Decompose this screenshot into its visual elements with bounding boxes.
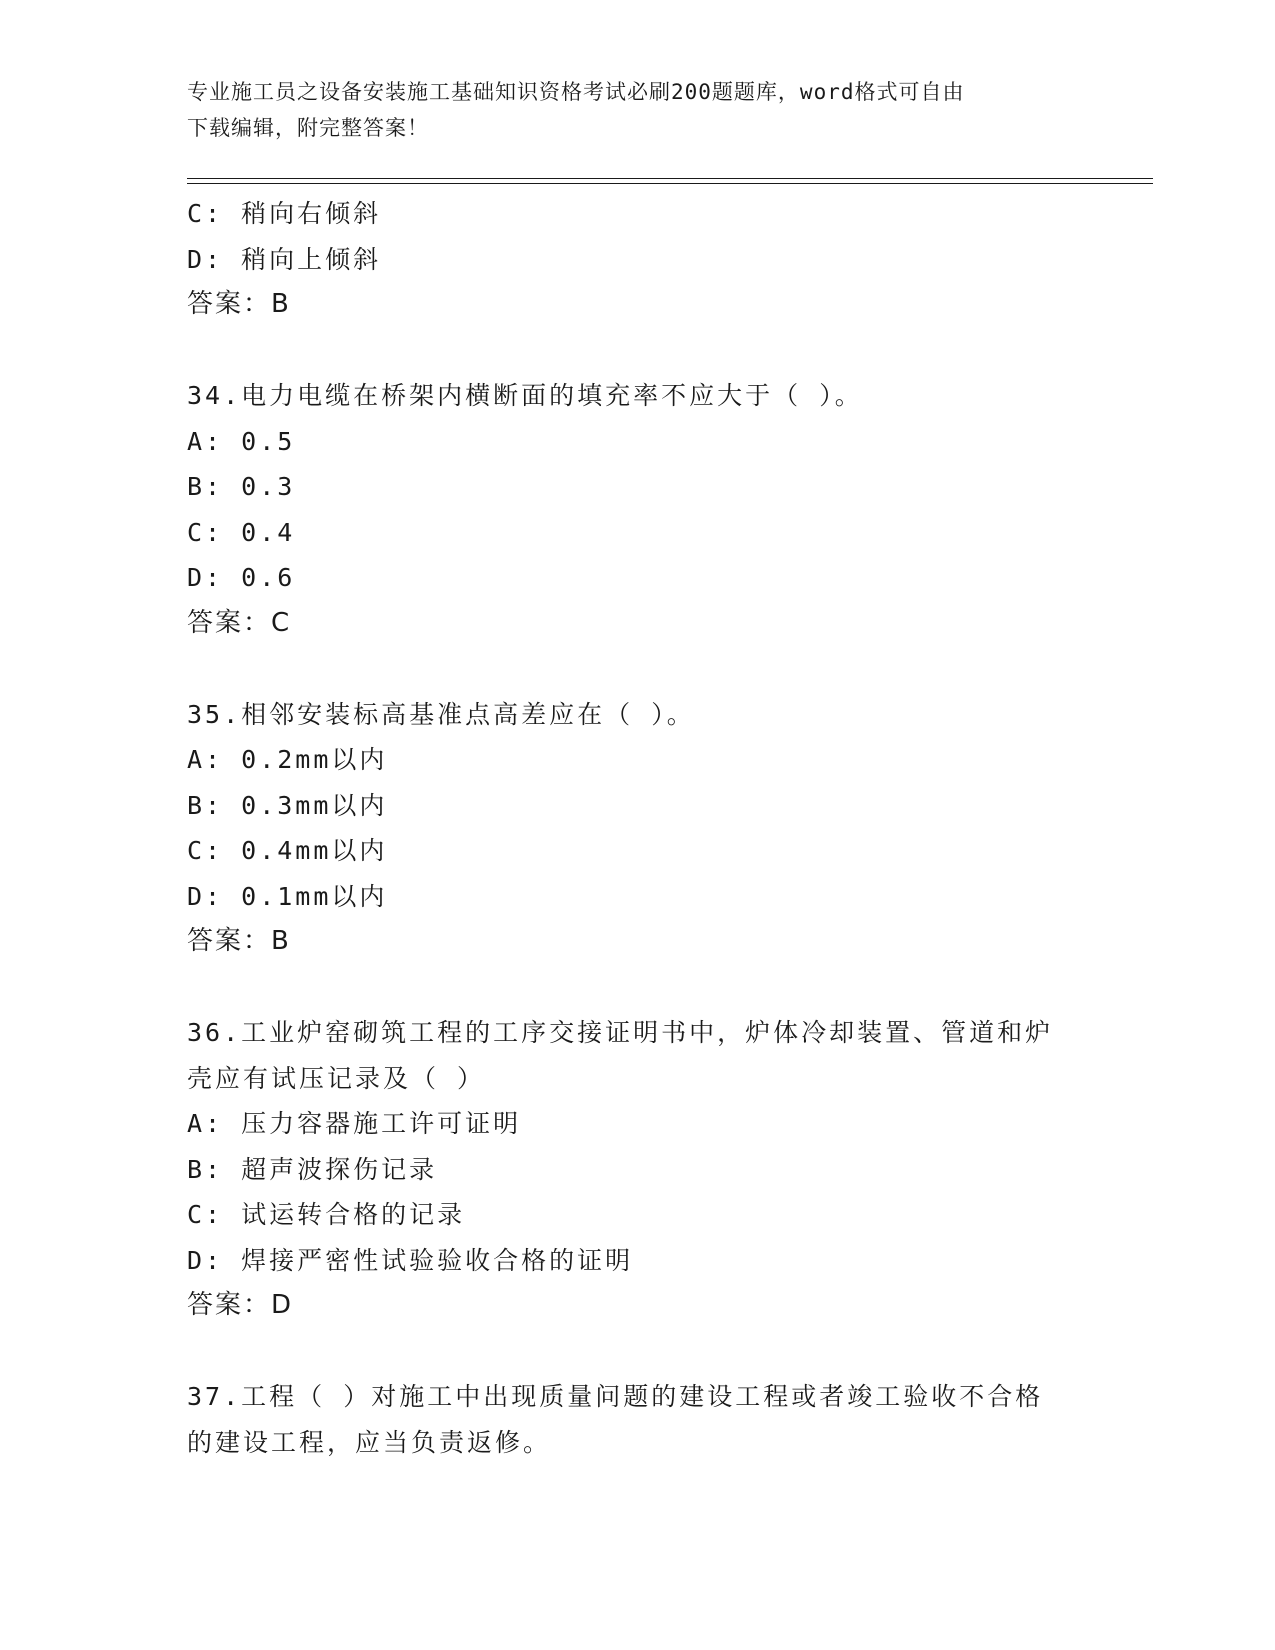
question-stem-line-1: 37.工程（ ）对施工中出现质量问题的建设工程或者竣工验收不合格 bbox=[187, 1382, 1044, 1411]
header-divider-bottom bbox=[187, 183, 1153, 184]
spacer bbox=[187, 328, 1087, 374]
prev-question bbox=[187, 191, 1087, 328]
answer-line: 答案：B bbox=[187, 926, 291, 956]
spacer bbox=[187, 646, 1087, 692]
spacer bbox=[187, 1329, 1087, 1375]
header-divider-top bbox=[187, 178, 1153, 179]
option-b: B: 0.3mm以内 bbox=[187, 790, 388, 820]
option-d: D: 焊接严密性试验验收合格的证明 bbox=[187, 1245, 634, 1275]
answer-line: 答案：D bbox=[187, 1290, 294, 1320]
answer-line: 答案：B bbox=[187, 289, 291, 319]
option-b: B: 超声波探伤记录 bbox=[187, 1154, 438, 1184]
option-a: A: 0.5 bbox=[187, 426, 296, 456]
option-c: C: 试运转合格的记录 bbox=[187, 1200, 466, 1229]
header-line-1: 专业施工员之设备安装施工基础知识资格考试必刷200题题库，word格式可自由 bbox=[187, 80, 965, 104]
option-c: C: 稍向右倾斜 bbox=[187, 199, 382, 228]
question-36 bbox=[187, 1010, 1087, 1329]
question-stem: 34.电力电缆在桥架内横断面的填充率不应大于（ ）。 bbox=[187, 381, 863, 410]
question-35 bbox=[187, 692, 1087, 965]
question-stem-line-2: 的建设工程，应当负责返修。 bbox=[187, 1427, 552, 1457]
question-content bbox=[187, 191, 1087, 1465]
option-b: B: 0.3 bbox=[187, 472, 296, 501]
option-d: D: 稍向上倾斜 bbox=[187, 244, 382, 274]
question-34 bbox=[187, 373, 1087, 646]
option-a: A: 0.2mm以内 bbox=[187, 745, 388, 774]
option-c: C: 0.4 bbox=[187, 517, 296, 547]
question-stem-line-2: 壳应有试压记录及（ ） bbox=[187, 1063, 486, 1093]
option-d: D: 0.6 bbox=[187, 563, 296, 592]
option-d: D: 0.1mm以内 bbox=[187, 881, 388, 911]
question-stem: 35.相邻安装标高基准点高差应在（ ）。 bbox=[187, 699, 695, 729]
option-c: C: 0.4mm以内 bbox=[187, 836, 388, 865]
header-line-2: 下载编辑，附完整答案！ bbox=[187, 116, 429, 140]
option-a: A: 压力容器施工许可证明 bbox=[187, 1109, 522, 1138]
question-stem-line-1: 36.工业炉窑砌筑工程的工序交接证明书中，炉体冷却装置、管道和炉 bbox=[187, 1018, 1054, 1047]
question-37 bbox=[187, 1374, 1087, 1465]
answer-line: 答案：C bbox=[187, 607, 292, 638]
spacer bbox=[187, 965, 1087, 1011]
document-header bbox=[187, 74, 1067, 146]
